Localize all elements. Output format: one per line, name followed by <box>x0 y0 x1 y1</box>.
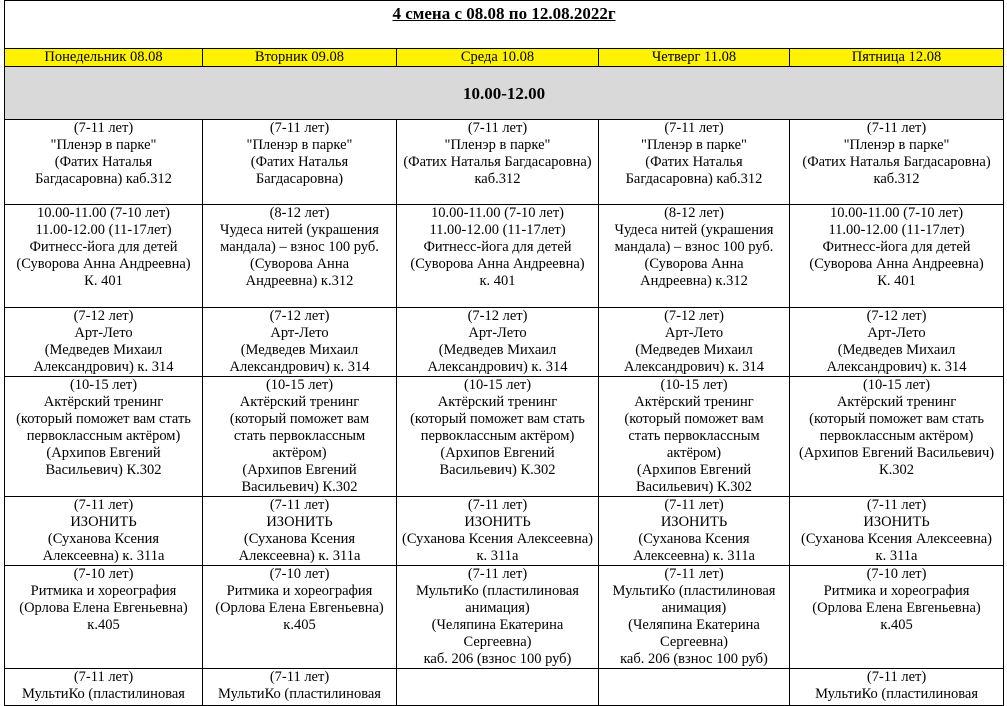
activity-line: к.405 <box>880 617 913 633</box>
activity-line: Актёрский тренинг <box>43 394 164 410</box>
activity-line: ИЗОНИТЬ <box>70 514 137 530</box>
activity-line: Актёрский тренинг <box>437 394 558 410</box>
activity-line: (7-12 лет) <box>467 308 528 324</box>
activity-line: (7-11 лет) <box>664 566 724 582</box>
activity-line: (7-10 лет) <box>73 566 134 582</box>
activity-line: (который поможет вам <box>229 411 370 427</box>
activity-line: (Фатих Наталья Багдасаровна) <box>802 154 991 170</box>
activity-line: (7-12 лет) <box>664 308 724 324</box>
activity-cell <box>5 669 203 706</box>
activity-cell <box>203 205 397 308</box>
activity-line: Александрович) к. 314 <box>826 359 967 375</box>
activity-line: (7-11 лет) <box>664 497 724 513</box>
activity-line: Арт-Лето <box>664 325 724 341</box>
activity-line: (Суворова Анна <box>249 256 350 272</box>
activity-line: (Архипов Евгений <box>440 445 555 461</box>
day-header: Пятница 12.08 <box>790 49 1004 67</box>
activity-line: (Медведев Михаил <box>438 342 557 358</box>
activity-line: (7-11 лет) <box>866 120 927 136</box>
activity-line: (Фатих Наталья <box>250 154 349 170</box>
activity-line: (7-11 лет) <box>664 120 724 136</box>
activity-line: МультиКо (пластилиновая <box>612 583 776 599</box>
activity-line: Васильевич) К.302 <box>241 479 358 495</box>
activity-cell <box>790 308 1004 377</box>
activity-line: Актёрский тренинг <box>634 394 754 410</box>
activity-line: первоклассным актёром) <box>26 428 181 444</box>
activity-line: (7-11 лет) <box>269 669 330 685</box>
activity-line: (Архипов Евгений <box>242 462 357 478</box>
activity-row <box>5 566 1004 669</box>
activity-cell <box>203 308 397 377</box>
activity-line: (10-15 лет) <box>265 377 334 393</box>
activity-line: Алексеевна) к. 311а <box>633 548 755 564</box>
day-header: Четверг 11.08 <box>599 49 790 67</box>
activity-line: (8-12 лет) <box>269 205 330 221</box>
activity-line: Андреевна) к.312 <box>640 273 748 289</box>
activity-cell <box>790 205 1004 308</box>
activity-line: Багдасаровна) <box>255 171 344 187</box>
activity-row <box>5 669 1004 706</box>
activity-cell <box>790 669 1004 706</box>
activity-line: Алексеевна) к. 311а <box>42 548 165 564</box>
activity-line: каб. 206 (взнос 100 руб) <box>423 651 572 667</box>
activity-line: (Суханова Ксения Алексеевна) <box>801 531 993 547</box>
activity-line: (7-11 лет) <box>467 566 528 582</box>
activity-cell <box>5 205 203 308</box>
activity-cell <box>599 308 790 377</box>
activity-line: К. 401 <box>877 273 916 289</box>
activity-line: (Суворова Анна Андреевна) <box>410 256 585 272</box>
activity-line: МультиКо (пластилиновая <box>22 686 185 702</box>
activity-line: Андреевна) к.312 <box>245 273 354 289</box>
activity-cell <box>203 377 397 497</box>
activity-line: 11.00-12.00 (11-17лет) <box>35 222 172 238</box>
activity-line: к. 401 <box>479 273 516 289</box>
activity-line: 11.00-12.00 (11-17лет) <box>429 222 566 238</box>
activity-cell <box>5 377 203 497</box>
activity-line: (7-11 лет) <box>73 497 134 513</box>
activity-line: Сергеевна) <box>463 634 532 650</box>
activity-line: (7-12 лет) <box>269 308 330 324</box>
activity-line: (7-11 лет) <box>269 497 330 513</box>
activity-cell <box>790 497 1004 566</box>
activity-line: Ритмика и хореография <box>823 583 970 599</box>
activity-cell <box>397 205 599 308</box>
activity-line: "Пленэр в парке" <box>444 137 551 153</box>
activity-line: стать первоклассным <box>628 428 760 444</box>
activity-line: Чудеса нитей (украшения <box>614 222 774 238</box>
activity-cell <box>397 566 599 669</box>
activity-cell <box>203 669 397 706</box>
activity-line: Александрович) к. 314 <box>624 359 764 375</box>
activity-line: "Пленэр в парке" <box>246 137 353 153</box>
activity-line: первоклассным актёром) <box>819 428 974 444</box>
activity-line: (Архипов Евгений <box>636 462 752 478</box>
activity-line: (который поможет вам <box>624 411 764 427</box>
activity-line: Актёрский тренинг <box>836 394 957 410</box>
activity-line: (который поможет вам стать <box>410 411 585 427</box>
activity-line: анимация) <box>465 600 530 616</box>
activity-line: мандала) – взнос 100 руб. <box>220 239 379 255</box>
activity-line: (Суханова Ксения <box>47 531 160 547</box>
activity-line: К. 401 <box>84 273 123 289</box>
activity-cell <box>5 120 203 205</box>
activity-line: (7-11 лет) <box>269 120 330 136</box>
activity-cell <box>790 566 1004 669</box>
activity-line: (Суханова Ксения Алексеевна) <box>402 531 593 547</box>
activity-cell <box>599 205 790 308</box>
activity-line: МультиКо (пластилиновая <box>218 686 381 702</box>
activity-line: (Медведев Михаил <box>44 342 163 358</box>
activity-line: Фитнесс-йога для детей <box>423 239 572 255</box>
activity-row <box>5 205 1004 308</box>
activity-line: анимация) <box>661 600 727 616</box>
schedule-table <box>4 0 1004 706</box>
activity-line: МультиКо (пластилиновая <box>416 583 579 599</box>
activity-line: Сергеевна) <box>659 634 729 650</box>
activity-cell <box>203 120 397 205</box>
activity-line: (Медведев Михаил <box>240 342 359 358</box>
activity-line: каб.312 <box>873 171 920 187</box>
activity-line: (10-15 лет) <box>69 377 138 393</box>
activity-line: (Челяпина Екатерина <box>628 617 760 633</box>
activity-line: (Архипов Евгений <box>46 445 161 461</box>
activity-line: (7-11 лет) <box>866 497 927 513</box>
activity-line: (Суворова Анна Андреевна) <box>809 256 984 272</box>
activity-row <box>5 497 1004 566</box>
activity-line: актёром) <box>666 445 722 461</box>
activity-line: "Пленэр в парке" <box>641 137 747 153</box>
activity-line: (который поможет вам стать <box>16 411 191 427</box>
activity-line: (7-11 лет) <box>73 120 134 136</box>
activity-cell <box>5 308 203 377</box>
activity-cell <box>599 377 790 497</box>
activity-line: (Орлова Елена Евгеньевна) <box>19 600 188 616</box>
activity-line: (7-10 лет) <box>866 566 927 582</box>
activity-line: (10-15 лет) <box>660 377 728 393</box>
activity-cell <box>397 497 599 566</box>
activity-line: Багдасаровна) каб.312 <box>625 171 763 187</box>
time-slot-row <box>5 67 1004 120</box>
days-header-row <box>5 49 1004 67</box>
activity-line: (Суханова Ксения <box>243 531 356 547</box>
activity-line: Васильевич) К.302 <box>45 462 162 478</box>
activity-line: Актёрский тренинг <box>239 394 360 410</box>
activity-cell <box>397 120 599 205</box>
activity-line: (Архипов Евгений Васильевич) <box>798 445 995 461</box>
activity-line: "Пленэр в парке" <box>843 137 950 153</box>
activity-line: к.405 <box>283 617 316 633</box>
day-header: Понедельник 08.08 <box>5 49 203 67</box>
activity-line: (Фатих Наталья Багдасаровна) <box>403 154 592 170</box>
activity-row <box>5 308 1004 377</box>
activity-line: (который поможет вам стать <box>809 411 984 427</box>
activity-line: (Орлова Елена Евгеньевна) <box>812 600 981 616</box>
activity-line: К.302 <box>879 462 915 478</box>
activity-line: (7-10 лет) <box>269 566 330 582</box>
activity-line: Арт-Лето <box>468 325 527 341</box>
activity-cell <box>599 566 790 669</box>
activity-line: к. 311а <box>476 548 519 564</box>
schedule-title: 4 смена с 08.08 по 12.08.2022г <box>5 1 1004 49</box>
activity-line: каб. 206 (взнос 100 руб) <box>620 651 768 667</box>
day-header: Вторник 09.08 <box>203 49 397 67</box>
activity-line: к.405 <box>87 617 120 633</box>
activity-cell <box>790 377 1004 497</box>
activity-line: мандала) – взнос 100 руб. <box>614 239 774 255</box>
activity-line: "Пленэр в парке" <box>50 137 157 153</box>
activity-line: (Фатих Наталья <box>645 154 743 170</box>
activity-cell <box>599 120 790 205</box>
activity-line: 10.00-11.00 (7-10 лет) <box>430 205 565 221</box>
activity-line: (Фатих Наталья <box>54 154 153 170</box>
schedule-sheet <box>4 0 1003 706</box>
activity-line: ИЗОНИТЬ <box>266 514 333 530</box>
activity-line: Фитнесс-йога для детей <box>822 239 971 255</box>
activity-line: Васильевич) К.302 <box>636 479 752 495</box>
activity-line: первоклассным актёром) <box>420 428 575 444</box>
activity-line: ИЗОНИТЬ <box>464 514 531 530</box>
activity-line: (7-12 лет) <box>866 308 927 324</box>
activity-line: 11.00-12.00 (11-17лет) <box>828 222 965 238</box>
activity-line: Фитнесс-йога для детей <box>29 239 178 255</box>
activity-line: (Орлова Елена Евгеньевна) <box>215 600 384 616</box>
activity-line: актёром) <box>272 445 327 461</box>
activity-row <box>5 377 1004 497</box>
activity-cell <box>397 669 599 706</box>
activity-line: (8-12 лет) <box>664 205 724 221</box>
day-header: Среда 10.08 <box>397 49 599 67</box>
activity-cell <box>5 497 203 566</box>
activity-line: (Суворова Анна Андреевна) <box>16 256 191 272</box>
activity-cell <box>790 120 1004 205</box>
activity-line: (Челяпина Екатерина <box>431 617 564 633</box>
activity-cell <box>599 497 790 566</box>
activity-line: 10.00-11.00 (7-10 лет) <box>830 205 964 221</box>
activity-line: Арт-Лето <box>270 325 329 341</box>
activity-line: Ритмика и хореография <box>30 583 177 599</box>
activity-line: (Медведев Михаил <box>837 342 956 358</box>
activity-line: (7-11 лет) <box>467 120 528 136</box>
activity-line: ИЗОНИТЬ <box>660 514 728 530</box>
activity-line: 10.00-11.00 (7-10 лет) <box>36 205 171 221</box>
activity-line: (10-15 лет) <box>862 377 931 393</box>
activity-line: каб.312 <box>474 171 521 187</box>
activity-line: Ритмика и хореография <box>226 583 373 599</box>
activity-line: стать первоклассным <box>233 428 366 444</box>
activity-line: Чудеса нитей (украшения <box>220 222 379 238</box>
activity-line: (7-11 лет) <box>866 669 927 685</box>
activity-cell <box>203 497 397 566</box>
activity-cell <box>397 377 599 497</box>
activity-cell <box>599 669 790 706</box>
activity-line: (7-12 лет) <box>73 308 134 324</box>
activity-line: к. 311а <box>875 548 918 564</box>
time-slot: 10.00-12.00 <box>5 67 1004 120</box>
activity-line: (7-11 лет) <box>467 497 528 513</box>
activity-line: Александрович) к. 314 <box>427 359 568 375</box>
activity-line: Багдасаровна) каб.312 <box>35 171 172 187</box>
activity-line: МультиКо (пластилиновая <box>815 686 978 702</box>
activity-line: Александрович) к. 314 <box>229 359 370 375</box>
activity-line: (Медведев Михаил <box>635 342 753 358</box>
activity-cell <box>5 566 203 669</box>
activity-line: ИЗОНИТЬ <box>863 514 930 530</box>
activity-line: Александрович) к. 314 <box>33 359 174 375</box>
activity-line: (10-15 лет) <box>463 377 532 393</box>
activity-cell <box>397 308 599 377</box>
activity-line: Арт-Лето <box>867 325 926 341</box>
title-row <box>5 1 1004 49</box>
activity-line: Арт-Лето <box>74 325 133 341</box>
activity-line: Васильевич) К.302 <box>439 462 556 478</box>
activity-cell <box>203 566 397 669</box>
activity-line: (7-11 лет) <box>73 669 134 685</box>
activity-line: (Суворова Анна <box>644 256 744 272</box>
activity-line: Алексеевна) к. 311а <box>238 548 361 564</box>
activity-row <box>5 120 1004 205</box>
activity-line: (Суханова Ксения <box>638 531 750 547</box>
